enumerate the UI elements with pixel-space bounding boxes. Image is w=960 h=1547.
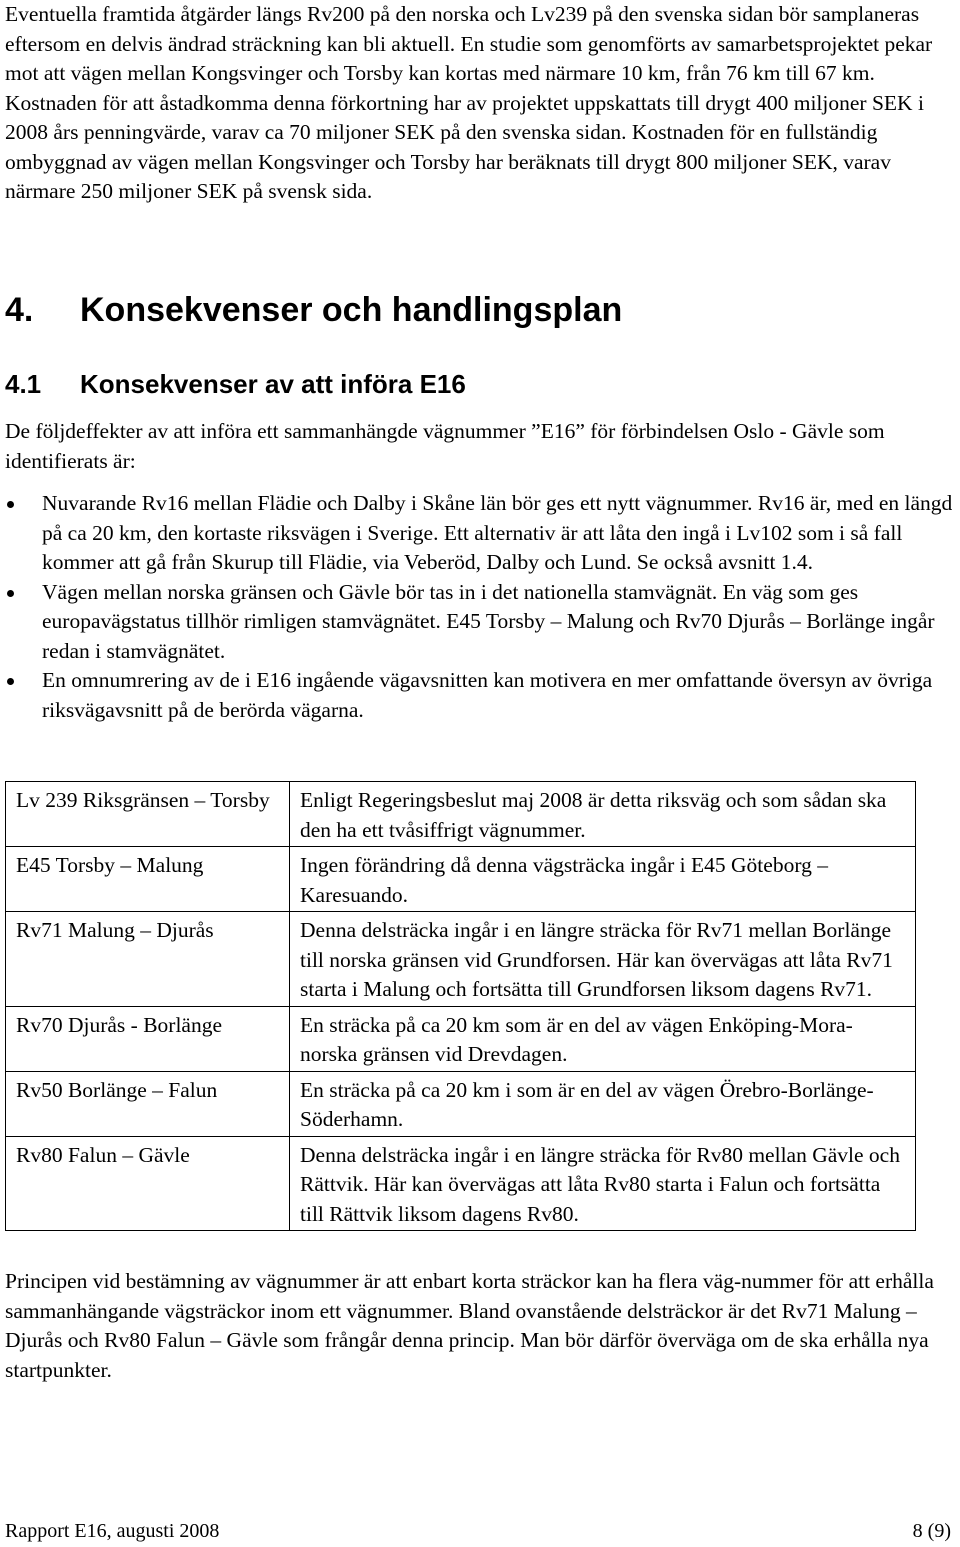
table-cell-section: Lv 239 Riksgränsen – Torsby (6, 782, 290, 847)
lead-paragraph: De följdeffekter av att införa ett sammanhängde vägnummer ”E16” för förbindelsen Oslo - Gävle som identifierats är: (5, 419, 885, 473)
list-item (5, 666, 955, 725)
footer-page-number: 8 (9) (912, 1520, 951, 1542)
section-title: Konsekvenser och handlingsplan (80, 291, 623, 329)
table-row (6, 782, 916, 847)
list-item-text: Nuvarande Rv16 mellan Flädie och Dalby i Skåne län bör ges ett nytt vägnummer. Rv16 är, med en längd på ca 20 km, den kortaste riksvägen i Sverige. Ett alternativ är att låta den ingå i Lv102 som i så fall kommer att gå från Skurup till Flädie, via Veberöd, Dalby och Lund. Se också avsnitt 1.4. (42, 491, 953, 574)
effects-list (5, 489, 955, 725)
subsection-title: Konsekvenser av att införa E16 (80, 369, 466, 399)
table-row (6, 1071, 916, 1136)
table-cell-comment: Enligt Regeringsbeslut maj 2008 är detta riksväg och som sådan ska den ha ett tvåsiffrigt vägnummer. (290, 782, 916, 847)
section-number: 4. (5, 291, 34, 329)
intro-paragraph: Eventuella framtida åtgärder längs Rv200 på den norska och Lv239 på den svenska sidan bör samplaneras eftersom en delvis ändrad sträckning kan bli aktuell. En studie som genomförts av samarbetsprojektet pekar mot att vägen mellan Kongsvinger och Torsby kan kortas med närmare 10 km, från 76 km till 67 km. Kostnaden för att åstadkomma denna förkortning har av projektet uppskattats till drygt 400 miljoner SEK i 2008 års penningvärde, varav ca 70 miljoner SEK på den svenska sidan. Kostnaden för en fullständig ombyggnad av vägen mellan Kongsvinger och Torsby har beräknats till drygt 800 miljoner SEK, varav närmare 250 miljoner SEK på svensk sida. (5, 2, 933, 203)
table-cell-section: Rv71 Malung – Djurås (6, 912, 290, 1007)
list-item (5, 578, 955, 667)
table-cell-comment: Denna delsträcka ingår i en längre sträcka för Rv71 mellan Borlänge till norska gränsen vid Grundforsen. Här kan övervägas att låta Rv71 starta i Malung och fortsätta till Grundforsen liksom dagens Rv71. (290, 912, 916, 1007)
table-cell-section: Rv70 Djurås - Borlänge (6, 1006, 290, 1071)
bullet-icon (7, 501, 14, 508)
list-item-text: En omnumrering av de i E16 ingående vägavsnitten kan motivera en mer omfattande översyn av övriga riksvägavsnitt på de berörda vägarna. (42, 668, 933, 722)
list-item-text: Vägen mellan norska gränsen och Gävle bör tas in i det nationella stamvägnät. En väg som ges europavägstatus tillhör rimligen stamvägnätet. E45 Torsby – Malung och Rv70 Djurås – Borlänge ingår redan i stamvägnätet. (42, 579, 935, 663)
subsection-number: 4.1 (5, 369, 42, 399)
table-cell-section: Rv50 Borlänge – Falun (6, 1071, 290, 1136)
bullet-icon (7, 590, 14, 597)
section-heading (5, 289, 622, 331)
principle-paragraph: Principen vid bestämning av vägnummer är att enbart korta sträckor kan ha flera väg-nummer för att erhålla sammanhängande vägsträckor inom ett vägnummer. Bland ovanstående delsträckor är det Rv71 Malung – Djurås och Rv80 Falun – Gävle som frångår denna princip. Man bör därför överväga om de ska erhålla nya startpunkter. (5, 1269, 934, 1382)
table-cell-comment: En sträcka på ca 20 km i som är en del av vägen Örebro-Borlänge-Söderhamn. (290, 1071, 916, 1136)
table-row (6, 1006, 916, 1071)
table-cell-section: Rv80 Falun – Gävle (6, 1136, 290, 1231)
table-cell-comment: Denna delsträcka ingår i en längre sträcka för Rv80 mellan Gävle och Rättvik. Här kan övervägas att låta Rv80 starta i Falun och fortsätta till Rättvik liksom dagens Rv80. (290, 1136, 916, 1231)
subsection-heading (5, 367, 466, 401)
table-cell-comment: En sträcka på ca 20 km som är en del av vägen Enköping-Mora-norska gränsen vid Drevdagen. (290, 1006, 916, 1071)
table-row (6, 912, 916, 1007)
footer-report-title: Rapport E16, augusti 2008 (5, 1520, 220, 1542)
bullet-icon (7, 678, 14, 685)
table-cell-section: E45 Torsby – Malung (6, 847, 290, 912)
road-sections-table (5, 781, 916, 1231)
table-row (6, 1136, 916, 1231)
table-row (6, 847, 916, 912)
table-cell-comment: Ingen förändring då denna vägsträcka ingår i E45 Göteborg – Karesuando. (290, 847, 916, 912)
list-item (5, 489, 955, 578)
